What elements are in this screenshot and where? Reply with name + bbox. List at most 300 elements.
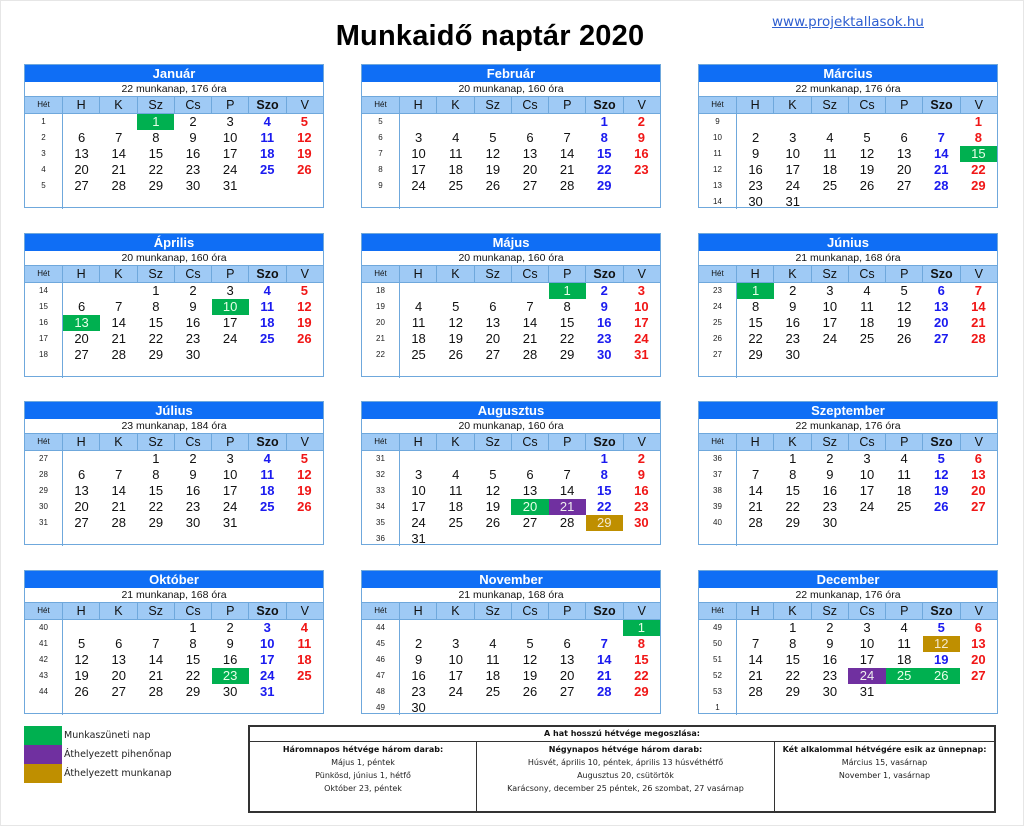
weekday-header: Cs <box>174 97 211 113</box>
month-calendar <box>698 233 998 377</box>
day-cell: 11 <box>823 146 837 161</box>
day-cell: 4 <box>900 620 908 635</box>
empty-cell <box>63 283 100 299</box>
day-cell: 1 <box>152 451 160 466</box>
day-cell: 7 <box>115 299 123 314</box>
day-cell: 3 <box>452 636 460 651</box>
weekday-header: P <box>548 434 585 450</box>
day-cell: 9 <box>600 299 608 314</box>
day-cell: 30 <box>185 347 201 362</box>
day-cell: 6 <box>77 130 86 145</box>
weekday-header: K <box>436 603 473 619</box>
day-cell: 4 <box>263 114 271 129</box>
day-cell: 23 <box>634 162 649 177</box>
day-cell: 31 <box>222 178 238 193</box>
week-number-column <box>699 620 737 715</box>
weekday-header: Cs <box>848 266 885 282</box>
week-number-column <box>699 283 737 378</box>
summary-line: Október 23, péntek <box>324 784 402 793</box>
day-cell: 8 <box>751 299 760 314</box>
day-cell: 10 <box>260 636 275 651</box>
week-number: 5 <box>378 117 383 126</box>
day-cell: 15 <box>185 652 201 667</box>
day-cell: 20 <box>559 668 575 683</box>
day-cell-holiday: 1 <box>549 283 586 299</box>
weekday-header: K <box>99 434 136 450</box>
day-cell: 15 <box>785 483 800 498</box>
day-cell: 22 <box>785 668 800 683</box>
week-number: 9 <box>715 117 720 126</box>
week-number-column <box>362 451 400 546</box>
day-cell: 10 <box>222 467 238 482</box>
day-cell: 8 <box>974 130 983 145</box>
day-grid <box>737 283 997 378</box>
empty-cell <box>400 620 437 636</box>
day-cell: 28 <box>559 515 575 530</box>
day-cell: 11 <box>297 636 312 651</box>
legend-item-moved-work-day <box>24 764 172 783</box>
day-cell: 27 <box>485 347 501 362</box>
weekday-header-row <box>699 434 997 451</box>
day-grid <box>737 451 997 546</box>
day-cell: 17 <box>222 315 238 330</box>
day-cell: 12 <box>859 146 875 161</box>
week-number: 10 <box>713 133 722 142</box>
month-workday-summary: 21 munkanap, 168 óra <box>25 588 323 603</box>
day-cell: 23 <box>822 499 838 514</box>
week-number-header: Hét <box>711 606 724 615</box>
day-cell: 20 <box>74 331 89 346</box>
day-cell: 13 <box>559 652 575 667</box>
empty-cell <box>586 620 623 636</box>
day-cell: 10 <box>822 299 838 314</box>
week-number: 12 <box>713 165 722 174</box>
weekday-header: H <box>736 266 773 282</box>
three-day-weekends <box>250 742 477 812</box>
day-cell: 9 <box>189 130 197 145</box>
week-number: 7 <box>378 149 383 158</box>
day-cell: 12 <box>74 652 89 667</box>
week-number-header: Hét <box>37 437 50 446</box>
day-cell: 3 <box>226 114 234 129</box>
day-cell: 19 <box>448 331 463 346</box>
weekday-header: Szo <box>585 97 622 113</box>
day-cell: 1 <box>789 620 797 635</box>
day-cell: 26 <box>297 499 312 514</box>
page-title: Munkaidő naptár 2020 <box>335 20 645 52</box>
day-cell: 1 <box>600 451 608 466</box>
month-workday-summary: 22 munkanap, 176 óra <box>699 419 997 434</box>
week-number: 50 <box>713 639 722 648</box>
weekday-header: Szo <box>585 434 622 450</box>
day-cell: 28 <box>111 515 126 530</box>
day-cell: 27 <box>74 178 89 193</box>
day-cell: 30 <box>185 515 201 530</box>
empty-cell <box>848 114 885 130</box>
weekday-header: H <box>736 603 773 619</box>
week-number-column <box>25 620 63 715</box>
day-cell: 25 <box>448 178 463 193</box>
month-name: Május <box>362 234 660 251</box>
week-number: 49 <box>713 623 722 632</box>
day-cell: 26 <box>297 162 312 177</box>
day-cell: 29 <box>148 178 164 193</box>
day-cell: 18 <box>485 668 501 683</box>
day-cell: 4 <box>300 620 309 635</box>
weekday-header: Sz <box>811 266 848 282</box>
four-day-weekends <box>477 742 775 812</box>
day-grid <box>737 114 997 209</box>
legend-swatch-moved-work-day <box>24 764 62 783</box>
month-workday-summary: 20 munkanap, 160 óra <box>25 251 323 266</box>
day-cell-moved-rest-day: 24 <box>848 668 885 684</box>
weekday-header: P <box>211 266 248 282</box>
day-cell: 30 <box>597 347 612 362</box>
weekday-header: Szo <box>585 266 622 282</box>
day-cell: 19 <box>859 162 875 177</box>
day-cell: 4 <box>414 299 423 314</box>
day-cell: 16 <box>411 668 426 683</box>
day-cell: 12 <box>485 483 501 498</box>
month-workday-summary: 20 munkanap, 160 óra <box>362 82 660 97</box>
week-number: 45 <box>376 639 385 648</box>
month-name: November <box>362 571 660 588</box>
empty-cell <box>737 114 774 130</box>
day-cell: 18 <box>859 315 875 330</box>
week-number-header: Hét <box>711 437 724 446</box>
day-cell: 21 <box>111 331 126 346</box>
day-cell: 24 <box>822 331 838 346</box>
day-cell: 2 <box>826 451 834 466</box>
day-cell: 27 <box>971 668 986 683</box>
day-cell: 19 <box>74 668 89 683</box>
day-cell: 3 <box>263 620 271 635</box>
weekday-header: H <box>399 603 436 619</box>
day-cell: 8 <box>152 299 160 314</box>
empty-cell <box>400 114 437 130</box>
day-cell: 6 <box>974 451 983 466</box>
day-cell: 25 <box>822 178 838 193</box>
month-workday-summary: 20 munkanap, 160 óra <box>362 251 660 266</box>
day-cell: 28 <box>522 347 538 362</box>
day-cell: 28 <box>148 684 164 699</box>
week-number: 20 <box>376 318 385 327</box>
day-cell: 16 <box>634 483 649 498</box>
day-cell: 11 <box>260 467 275 482</box>
day-cell: 20 <box>111 668 126 683</box>
day-cell: 14 <box>559 483 575 498</box>
day-cell: 18 <box>822 162 838 177</box>
day-cell: 24 <box>448 684 463 699</box>
week-number: 39 <box>713 502 722 511</box>
day-cell: 24 <box>222 499 238 514</box>
day-cell: 9 <box>826 636 834 651</box>
day-cell-moved-work-day: 12 <box>923 636 960 652</box>
day-cell: 23 <box>785 331 800 346</box>
long-weekends-title: A hat hosszú hétvége megoszlása: <box>250 727 994 742</box>
day-cell-moved-rest-day: 21 <box>549 499 586 515</box>
day-cell: 16 <box>222 652 238 667</box>
week-number-column <box>362 620 400 715</box>
month-workday-summary: 23 munkanap, 184 óra <box>25 419 323 434</box>
day-cell: 30 <box>822 684 838 699</box>
day-cell: 26 <box>859 178 875 193</box>
day-cell: 29 <box>148 347 164 362</box>
column-heading: Háromnapos hétvége három darab: <box>282 745 444 754</box>
month-name: Szeptember <box>699 402 997 419</box>
day-cell: 29 <box>748 347 763 362</box>
day-cell: 6 <box>900 130 908 145</box>
legend-swatch-holiday <box>24 726 62 745</box>
week-number: 51 <box>713 655 722 664</box>
empty-cell <box>474 283 511 299</box>
weekday-header: Cs <box>511 603 548 619</box>
day-cell: 14 <box>559 146 575 161</box>
day-cell: 31 <box>222 515 238 530</box>
day-cell: 19 <box>522 668 538 683</box>
day-cell: 1 <box>189 620 197 635</box>
week-number-header: Hét <box>37 606 50 615</box>
day-cell: 23 <box>822 668 838 683</box>
day-cell: 10 <box>222 130 238 145</box>
weekday-header: Sz <box>474 603 511 619</box>
week-number: 46 <box>376 655 385 664</box>
day-cell: 29 <box>785 684 800 699</box>
day-cell: 14 <box>111 483 126 498</box>
day-cell: 28 <box>748 515 763 530</box>
week-number: 18 <box>376 286 385 295</box>
day-cell: 27 <box>522 515 538 530</box>
day-cell: 22 <box>597 162 612 177</box>
month-calendar <box>361 233 661 377</box>
day-cell: 28 <box>748 684 763 699</box>
day-cell: 21 <box>111 499 126 514</box>
week-number-header: Hét <box>374 606 387 615</box>
empty-cell <box>437 283 474 299</box>
weekday-header: Sz <box>137 97 174 113</box>
week-number-column <box>362 114 400 209</box>
day-cell: 22 <box>971 162 986 177</box>
legend-label: Munkaszüneti nap <box>64 730 151 741</box>
day-grid <box>400 451 660 546</box>
empty-cell <box>137 620 174 636</box>
day-cell: 5 <box>452 299 460 314</box>
month-name: December <box>699 571 997 588</box>
day-cell: 2 <box>789 283 797 298</box>
day-cell: 29 <box>597 178 612 193</box>
day-cell: 15 <box>597 483 612 498</box>
day-cell: 18 <box>896 652 912 667</box>
day-cell: 4 <box>826 130 834 145</box>
day-cell: 20 <box>74 162 89 177</box>
day-cell: 30 <box>185 178 201 193</box>
day-cell: 7 <box>974 283 983 298</box>
day-cell: 2 <box>637 114 646 129</box>
month-name: Március <box>699 65 997 82</box>
day-cell: 19 <box>934 483 949 498</box>
week-number: 40 <box>713 518 722 527</box>
day-cell: 15 <box>148 483 164 498</box>
day-cell: 6 <box>563 636 571 651</box>
month-name: Július <box>25 402 323 419</box>
day-cell: 31 <box>785 194 800 209</box>
day-cell: 29 <box>785 515 800 530</box>
weekday-header-row <box>25 266 323 283</box>
week-number: 31 <box>39 518 48 527</box>
day-cell: 19 <box>297 483 312 498</box>
weekday-header: Sz <box>137 266 174 282</box>
day-cell: 23 <box>634 499 649 514</box>
week-number: 48 <box>376 687 385 696</box>
day-cell: 8 <box>152 130 160 145</box>
day-cell: 14 <box>522 315 538 330</box>
day-cell: 10 <box>634 299 649 314</box>
day-cell: 16 <box>597 315 612 330</box>
day-cell: 5 <box>863 130 871 145</box>
week-number: 11 <box>713 149 722 158</box>
summary-line: Húsvét, április 10, péntek, április 13 húsvéthétfő <box>527 758 724 767</box>
weekday-header: H <box>736 434 773 450</box>
month-name: Október <box>25 571 323 588</box>
day-cell: 22 <box>634 668 649 683</box>
weekday-header-row <box>25 603 323 620</box>
week-number: 44 <box>39 687 48 696</box>
day-cell: 21 <box>522 331 538 346</box>
empty-cell <box>100 451 137 467</box>
day-cell-holiday: 1 <box>137 114 174 130</box>
day-cell: 15 <box>634 652 649 667</box>
month-calendar <box>698 64 998 208</box>
day-cell: 15 <box>597 146 612 161</box>
day-cell: 5 <box>937 620 945 635</box>
weekday-header: V <box>960 97 997 113</box>
month-calendar <box>361 401 661 545</box>
weekday-header: Szo <box>248 434 285 450</box>
day-cell: 15 <box>559 315 575 330</box>
day-cell: 12 <box>297 299 312 314</box>
day-cell: 26 <box>297 331 312 346</box>
day-cell: 24 <box>260 668 275 683</box>
empty-cell <box>63 114 100 130</box>
weekday-header: P <box>885 603 922 619</box>
day-cell: 18 <box>411 331 426 346</box>
day-cell: 12 <box>297 130 312 145</box>
day-cell: 4 <box>263 451 271 466</box>
empty-cell <box>737 620 774 636</box>
empty-cell <box>737 451 774 467</box>
week-number: 1 <box>715 703 720 712</box>
day-cell-holiday: 23 <box>212 668 249 684</box>
day-grid <box>63 283 323 378</box>
day-cell: 13 <box>896 146 912 161</box>
day-cell: 17 <box>260 652 275 667</box>
day-cell: 7 <box>115 130 123 145</box>
day-cell: 13 <box>522 146 538 161</box>
month-name: Június <box>699 234 997 251</box>
day-cell: 8 <box>189 636 197 651</box>
day-cell: 31 <box>260 684 275 699</box>
day-cell: 23 <box>185 331 201 346</box>
week-number: 1 <box>41 117 46 126</box>
day-cell: 22 <box>148 162 164 177</box>
day-cell: 27 <box>74 347 89 362</box>
day-cell: 14 <box>148 652 164 667</box>
day-cell: 8 <box>152 467 160 482</box>
month-workday-summary: 21 munkanap, 168 óra <box>699 251 997 266</box>
day-cell: 3 <box>226 451 234 466</box>
day-cell: 31 <box>411 531 426 546</box>
day-cell: 11 <box>260 130 275 145</box>
month-name: Január <box>25 65 323 82</box>
website-link[interactable]: www.projektallasok.hu <box>772 14 924 30</box>
day-cell-holiday: 13 <box>63 315 100 331</box>
day-cell: 6 <box>77 467 86 482</box>
weekday-header-row <box>699 603 997 620</box>
day-cell: 15 <box>748 315 763 330</box>
month-calendar <box>698 401 998 545</box>
day-cell: 10 <box>859 467 875 482</box>
month-workday-summary: 22 munkanap, 176 óra <box>699 588 997 603</box>
week-number: 8 <box>378 165 383 174</box>
day-cell: 7 <box>751 636 760 651</box>
day-cell: 30 <box>785 347 800 362</box>
week-number: 37 <box>713 470 722 479</box>
week-number: 22 <box>376 350 385 359</box>
day-cell: 24 <box>411 178 426 193</box>
week-number-header: Hét <box>374 269 387 278</box>
day-cell: 19 <box>297 146 312 161</box>
day-cell: 19 <box>934 652 949 667</box>
week-number: 33 <box>376 486 385 495</box>
legend-item-moved-rest-day <box>24 745 172 764</box>
month-name: Február <box>362 65 660 82</box>
weekday-header: V <box>960 434 997 450</box>
day-cell: 12 <box>448 315 463 330</box>
weekday-header-row <box>362 603 660 620</box>
weekday-header: Szo <box>922 266 959 282</box>
day-cell: 11 <box>448 483 463 498</box>
week-number: 38 <box>713 486 722 495</box>
summary-line: November 1, vasárnap <box>838 771 931 780</box>
day-cell: 7 <box>937 130 945 145</box>
day-cell: 7 <box>600 636 608 651</box>
week-number: 15 <box>39 302 48 311</box>
weekday-header: Cs <box>511 434 548 450</box>
weekday-header: Cs <box>511 97 548 113</box>
day-cell: 13 <box>111 652 126 667</box>
day-cell: 22 <box>559 331 575 346</box>
day-cell: 16 <box>822 652 838 667</box>
day-cell: 15 <box>148 315 164 330</box>
day-cell: 22 <box>148 499 164 514</box>
week-number: 6 <box>378 133 383 142</box>
day-cell-holiday: 1 <box>623 620 660 636</box>
day-cell: 25 <box>260 499 275 514</box>
day-cell: 10 <box>411 146 426 161</box>
weekday-header: H <box>399 266 436 282</box>
day-cell-moved-work-day: 29 <box>586 515 623 531</box>
empty-cell <box>437 451 474 467</box>
day-cell: 25 <box>896 499 912 514</box>
day-cell: 7 <box>563 467 571 482</box>
weekday-header: Sz <box>811 434 848 450</box>
week-number: 52 <box>713 671 722 680</box>
week-number: 44 <box>376 623 385 632</box>
day-cell: 11 <box>486 652 500 667</box>
day-cell: 5 <box>937 451 945 466</box>
empty-cell <box>437 114 474 130</box>
week-number-column <box>25 283 63 378</box>
